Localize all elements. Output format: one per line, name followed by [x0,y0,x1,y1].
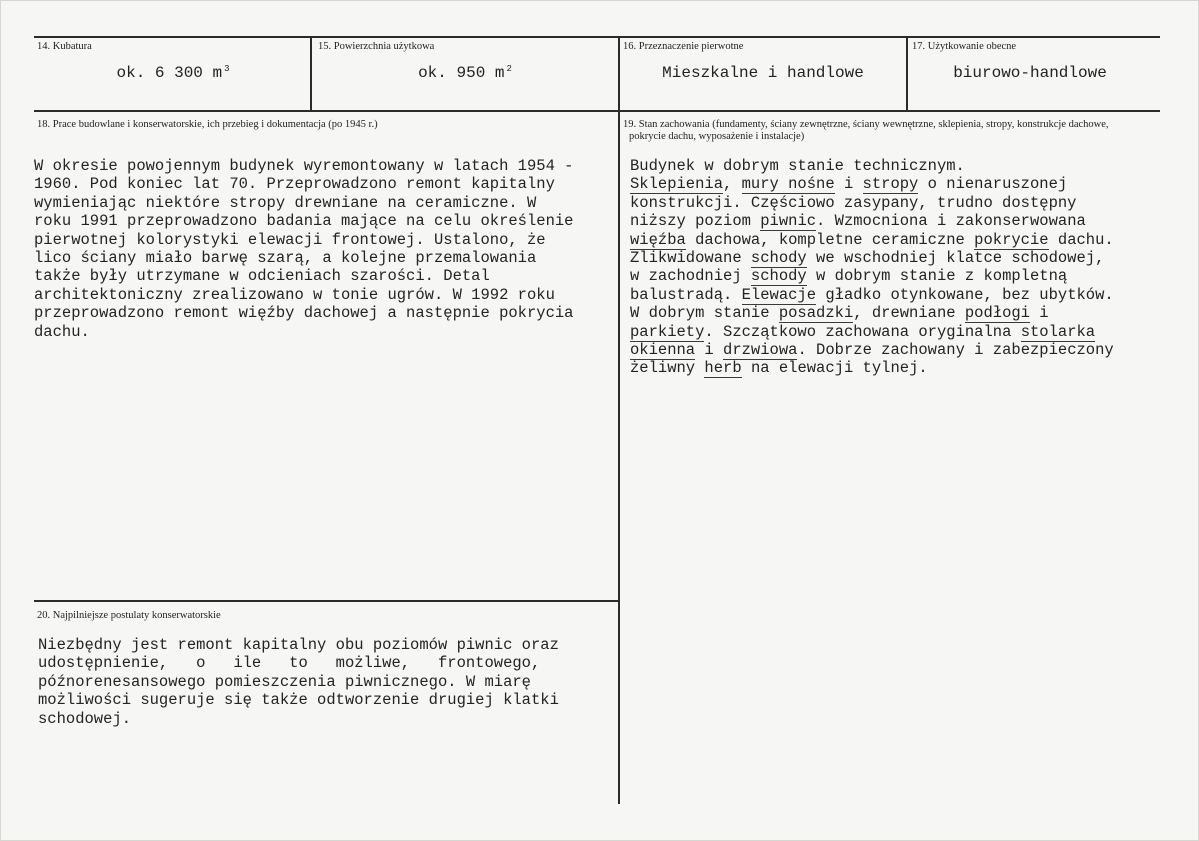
field-20-text-line: możliwości sugeruje się także odtworzenie drugiej klatki [38,691,559,710]
field-20-text [38,636,618,728]
field-20-label: 20. Najpilniejsze postulaty konserwatorskie [37,610,221,621]
underlined-term: parkiety [630,322,705,341]
underlined-term: drzwiowa [723,341,798,360]
field-18-text-line: architektoniczny zrealizowano w tonie ugrów. W 1992 roku [34,285,555,304]
field-14-value-text: ok. 6 300 m [116,64,223,82]
field-19-text-line: konstrukcji. Częściowo zasypany, trudno dostępny [630,193,1077,212]
field-18-text-line: wymieniając niektóre stropy drewniane na ceramiczne. W [34,193,537,212]
field-16-value: Mieszkalne i handlowe [662,64,864,82]
field-19-text-line: okienna i drzwiowa. Dobrze zachowany i zabezpieczony [630,341,1114,360]
field-15-label: 15. Powierzchnia użytkowa [318,41,435,52]
underlined-term: okienna [630,341,696,360]
field-15-value-text: ok. 950 m [418,64,505,82]
field-19-text-line: Budynek w dobrym stanie technicznym. [630,157,965,175]
field-18-text-line: 1960. Pod koniec lat 70. Przeprowadzono remont kapitalny [34,175,555,194]
field-19-text-line: Zlikwidowane schody we wschodniej klatce schodowej, [630,249,1105,268]
underlined-term: podłogi [964,304,1030,323]
underlined-term: stropy [862,175,919,194]
underlined-term: Sklepienia [630,175,724,194]
field-17-value: biurowo-handlowe [953,64,1107,82]
field-18-text-line: W okresie powojennym budynek wyremontowany w latach 1954 - [34,157,574,175]
field-18-text [34,157,616,341]
field-20-text-line: schodowej. [38,709,132,728]
field-18-label: 18. Prace budowlane i konserwatorskie, ich przebieg i dokumentacja (po 1945 r.) [37,119,378,130]
underlined-term: herb [704,359,742,378]
field-16-label: 16. Przeznaczenie pierwotne [623,41,744,52]
field-19-text-line: w zachodniej schody w dobrym stanie z kompletną [630,267,1068,286]
underlined-term: więźba [630,230,686,249]
field-19-text-line: więźba dachowa, kompletne ceramiczne pokrycie dachu. [630,230,1114,249]
field-14-unit-exponent: 3 [224,64,230,74]
field-19-text [630,157,1152,378]
field-19-text-line: parkiety. Szczątkowo zachowana oryginalna stolarka [630,322,1096,341]
header-bottom-rule [34,110,1160,112]
field-20-text-line: Niezbędny jest remont kapitalny obu poziomów piwnic oraz [38,636,559,654]
field-19-text-line: W dobrym stanie posadzki, drewniane podłogi i [630,304,1049,323]
underlined-term: schody [750,249,807,268]
field-18-text-line: lico ściany miało barwę szarą, a kolejne przemalowania [34,249,537,268]
field-18-text-line: pierwotnej kolorystyki elewacji frontowej. Ustalono, że [34,230,546,249]
field-18-text-line: także były utrzymane w odcieniach szarości. Detal [34,267,490,286]
underlined-term: mury nośne [741,175,835,194]
underlined-term: schody [750,267,807,286]
field-19-text-line: balustradą. Elewacje gładko otynkowane, bez ubytków. [630,285,1114,304]
field-19-text-line: Sklepienia, mury nośne i stropy o nienaruszonej [630,175,1068,194]
field-18-text-line: roku 1991 przeprowadzono badania mające na celu określenie [34,212,574,231]
field-14-label: 14. Kubatura [37,41,92,52]
field-18-text-line: przeprowadzono remont więźby dachowej a następnie pokrycia [34,304,574,323]
underlined-term: pokrycie [974,230,1049,249]
field-15-value [312,64,618,82]
underlined-term: stolarka [1020,322,1096,341]
divider-center [618,36,620,804]
field-15-unit-exponent: 2 [506,64,512,74]
field-18-text-line: dachu. [34,322,90,341]
field-14-value [36,64,310,82]
underlined-term: Elewacje [741,285,817,304]
underlined-term: posadzki [778,304,854,323]
field-19-label-line2: pokrycie dachu, wyposażenie i instalacje) [629,131,805,142]
field-19-label-line1: 19. Stan zachowania (fundamenty, ściany zewnętrzne, ściany wewnętrzne, sklepienia, stropy, konstrukcje dachowe, [623,119,1109,130]
field-20-text-line: udostępnienie, o ile to możliwe, frontowego, [38,654,541,673]
field-17-label: 17. Użytkowanie obecne [912,41,1017,52]
underlined-term: piwnic [760,212,817,231]
top-rule [34,36,1160,38]
field-19-text-line: niższy poziom piwnic. Wzmocniona i zakonserwowana [630,212,1086,231]
field-19-text-line: żeliwny herb na elewacji tylnej. [630,359,928,378]
section-20-top-rule [34,600,620,602]
field-20-text-line: późnorenesansowego pomieszczenia piwnicznego. W miarę [38,672,531,691]
